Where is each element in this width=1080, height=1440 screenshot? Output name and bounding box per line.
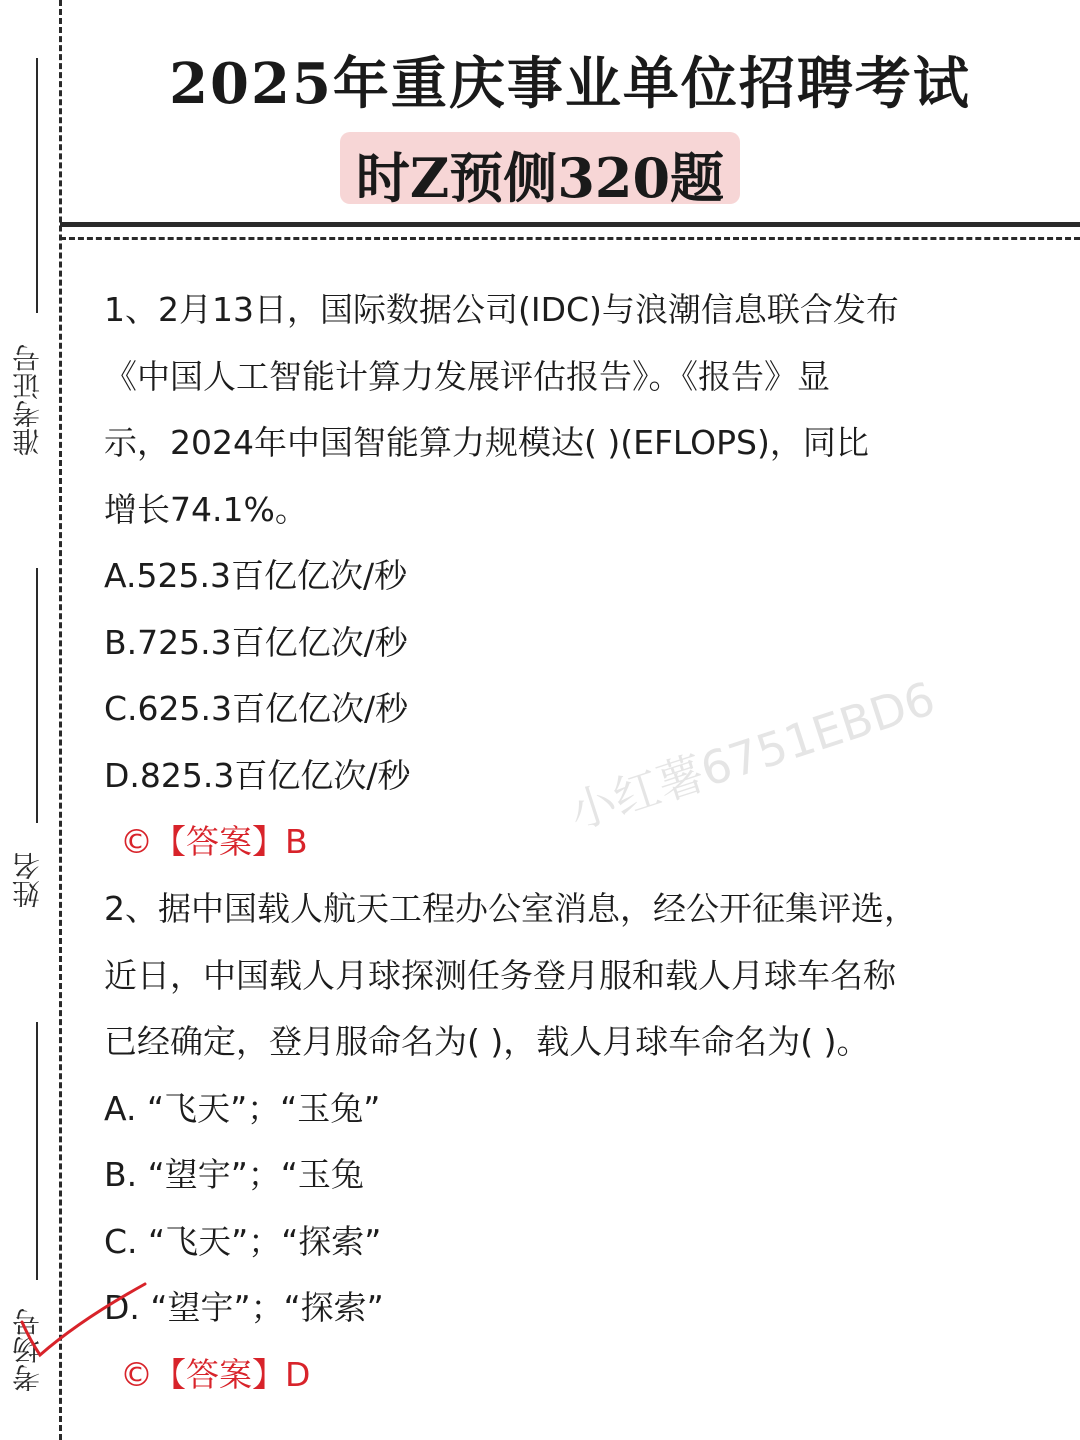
- question-2-option-a: A. “飞天”；“玉兔”: [104, 1089, 381, 1128]
- question-2-answer: ©【答案】D: [120, 1355, 311, 1394]
- question-2-line-2: 近日，中国载人月球探测任务登月服和载人月球车名称: [104, 956, 896, 995]
- question-2-option-c: C. “飞天”；“探索”: [104, 1222, 382, 1261]
- question-1-option-a: A.525.3百亿亿次/秒: [104, 556, 408, 595]
- question-1-line-2: 《中国人工智能计算力发展评估报告》。《报告》显: [104, 357, 830, 396]
- question-1-line-1: 1、2月13日，国际数据公司(IDC)与浪潮信息联合发布: [104, 290, 899, 329]
- question-2-option-b: B. “望宇”；“玉兔: [104, 1155, 364, 1194]
- question-2-line-1: 2、据中国载人航天工程办公室消息，经公开征集评选，: [104, 889, 917, 928]
- side-label-exam-room: 考场号: [11, 1308, 44, 1392]
- question-1-option-c: C.625.3百亿亿次/秒: [104, 689, 409, 728]
- side-label-name: 姓名: [11, 852, 44, 908]
- question-1-option-d: D.825.3百亿亿次/秒: [104, 756, 411, 795]
- page-subtitle: 时Z预侧320题: [355, 146, 725, 210]
- question-2-option-d: D. “望宇”；“探索”: [104, 1288, 384, 1327]
- watermark: 小红薯6751EBD6: [562, 671, 942, 840]
- question-1-line-3: 示，2024年中国智能算力规模达( )(EFLOPS)，同比: [104, 423, 869, 462]
- question-2-line-3: 已经确定，登月服命名为( )，载人月球车命名为( )。: [104, 1022, 870, 1061]
- page-title: 2025年重庆事业单位招聘考试: [169, 51, 971, 117]
- question-1-option-b: B.725.3百亿亿次/秒: [104, 623, 408, 662]
- question-1-answer: ©【答案】B: [120, 822, 308, 861]
- question-1-line-4: 增长74.1%。: [104, 490, 308, 529]
- side-label-admission-ticket: 准考证号: [11, 344, 44, 456]
